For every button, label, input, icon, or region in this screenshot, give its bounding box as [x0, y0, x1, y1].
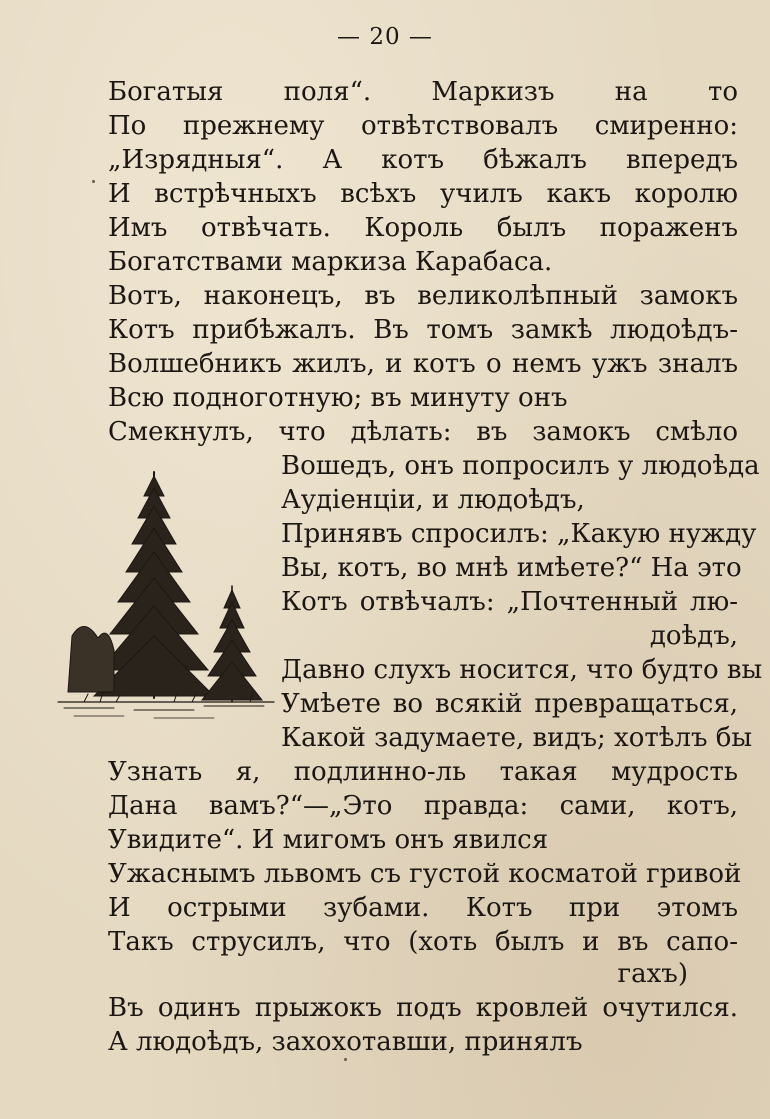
- poem-line: Давно слухъ носится, что будто вы: [281, 655, 763, 685]
- poem-line: Аудiенцiи, и людоѣдъ,: [281, 485, 585, 515]
- poem-line: Всю подноготную; въ минуту онъ: [108, 383, 568, 413]
- poem-line: Такъ струсилъ, что (хоть былъ и въ сапо-: [108, 927, 738, 957]
- poem-line: Богатствами маркиза Карабаса.: [108, 247, 553, 277]
- poem-line-continuation: гахъ): [617, 959, 688, 989]
- poem-line: Умѣете во всякiй превращаться,: [281, 689, 738, 719]
- poem-line: Вошедъ, онъ попросилъ у людоѣда: [281, 451, 760, 481]
- poem-line: Смекнулъ, что дѣлать: въ зaмокъ смѣло: [108, 417, 738, 447]
- poem-line: Котъ отвѣчалъ: „Почтенный лю-: [281, 587, 738, 617]
- fir-trees-icon: [54, 466, 280, 728]
- poem-line: Принявъ спросилъ: „Какую нужду: [281, 519, 757, 549]
- poem-line: Котъ прибѣжалъ. Въ томъ замкѣ людоѣдъ-: [108, 315, 738, 345]
- poem-line: По прежнему отвѣтствовалъ смиренно:: [108, 111, 738, 141]
- poem-line-continuation: доѣдъ,: [649, 621, 738, 651]
- poem-line: Какой задумаете, видъ; хотѣлъ бы: [281, 723, 753, 753]
- poem-line: Богатыя поля“. Маркизъ на то: [108, 77, 738, 107]
- paper-speck: [92, 180, 95, 183]
- poem-line: Увидите“. И мигомъ онъ явился: [108, 825, 549, 855]
- poem-line: Вотъ, наконецъ, въ великолѣпный замокъ: [108, 281, 738, 311]
- poem-line: Узнать я, подлинно-ль такая мудрость: [108, 757, 738, 787]
- poem-line: Имъ отвѣчать. Король былъ пораженъ: [108, 213, 738, 243]
- poem-line: Вы, котъ, во мнѣ имѣете?“ На это: [281, 553, 742, 583]
- poem-line: И встрѣчныхъ всѣхъ училъ какъ королю: [108, 179, 738, 209]
- poem-line: И острыми зубами. Котъ при этомъ: [108, 893, 738, 923]
- poem-line: Въ одинъ прыжокъ подъ кровлей очутился.: [108, 993, 738, 1023]
- page-number: — 20 —: [337, 24, 433, 50]
- poem-line: А людоѣдъ, захохотавши, принялъ: [108, 1027, 583, 1057]
- poem-line: „Изрядныя“. А котъ бѣжалъ впередъ: [108, 145, 738, 175]
- poem-line: Дана вамъ?“—„Это правда: сами, котъ,: [108, 791, 738, 821]
- paper-speck: [344, 1058, 347, 1061]
- poem-line: Волшебникъ жилъ, и котъ о немъ ужъ зналъ: [108, 349, 738, 379]
- poem-line: Ужаснымъ львомъ съ густой косматой гривой: [108, 859, 742, 889]
